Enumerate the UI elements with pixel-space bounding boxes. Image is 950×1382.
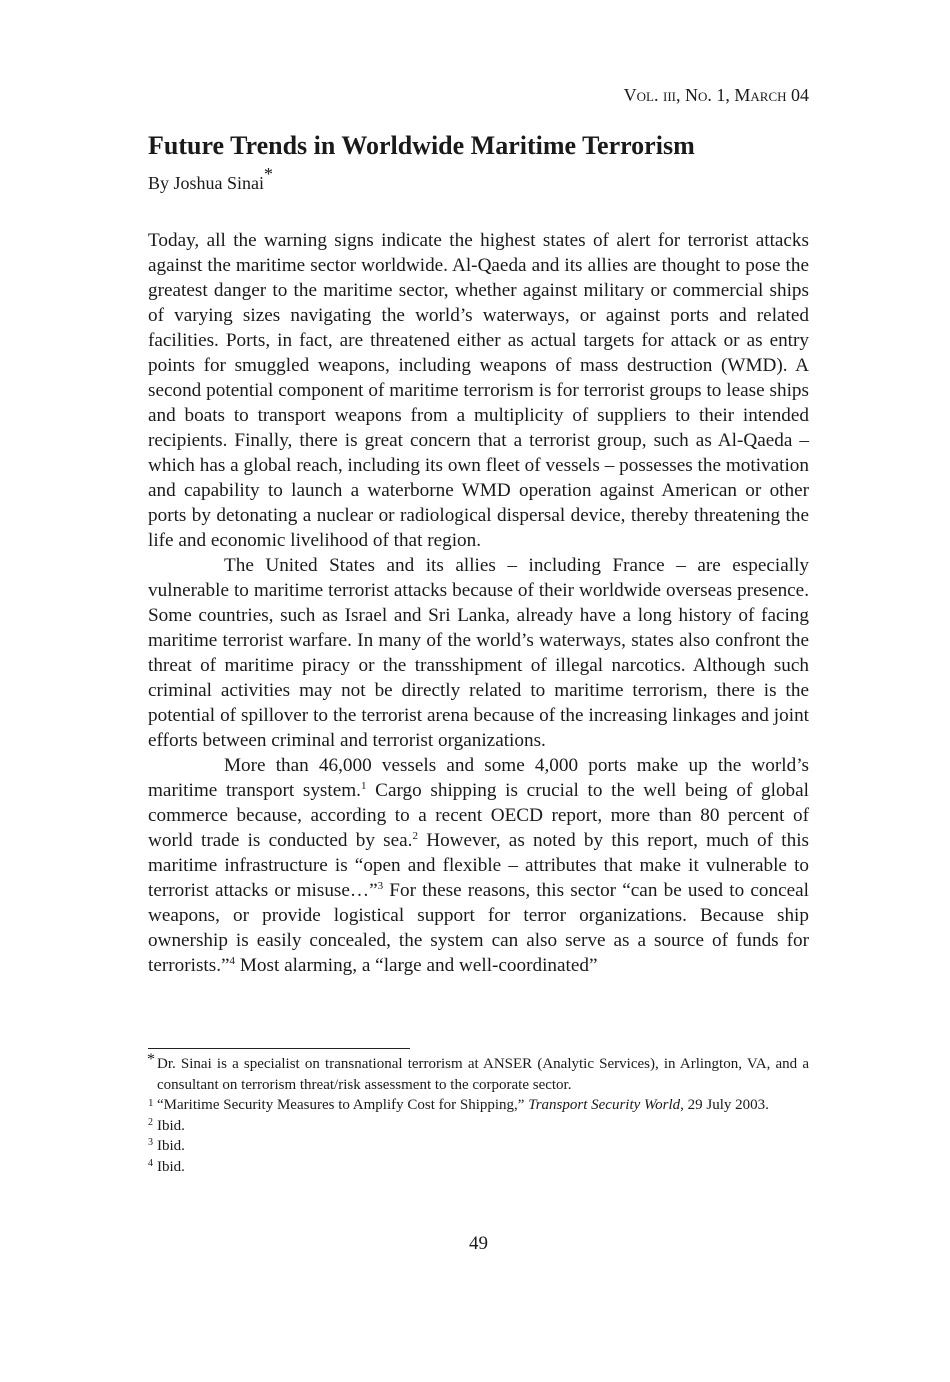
footnote-author-text: Dr. Sinai is a specialist on transnational terrorism at ANSER (Analytic Services), in Arlington, VA, and a consultant on terrorism threat/risk assessment to the corporate sector. bbox=[157, 1056, 809, 1093]
paragraph-3-text-c: However, as noted by this report, much of this maritime infrastructure is “open and flexible – attributes that make it vulnerable to terrorist attacks or misuse…” bbox=[148, 830, 809, 901]
footnote-1-mark: 1 bbox=[148, 1097, 154, 1109]
header-year: 04 bbox=[791, 85, 809, 105]
footnotes bbox=[147, 1051, 809, 1177]
footnote-ref-4: 4 bbox=[229, 955, 236, 967]
header-month: March bbox=[734, 85, 787, 105]
footnote-4 bbox=[148, 1157, 809, 1178]
page-number: 49 bbox=[469, 1233, 488, 1254]
footnote-3-text: Ibid. bbox=[157, 1138, 185, 1154]
author-footnote-mark: * bbox=[264, 164, 274, 184]
header-vol: Vol. bbox=[623, 85, 659, 105]
footnote-2 bbox=[148, 1116, 809, 1137]
paragraph-3 bbox=[148, 753, 809, 978]
footnote-author bbox=[147, 1051, 809, 1095]
footnote-4-mark: 4 bbox=[148, 1157, 153, 1169]
footnote-1-text-b: , 29 July 2003. bbox=[680, 1097, 769, 1113]
running-header: Vol. iii, No. 1, March 04 bbox=[623, 85, 809, 105]
article-body bbox=[148, 228, 809, 978]
footnote-1 bbox=[148, 1095, 809, 1116]
byline bbox=[148, 164, 809, 198]
paragraph-3-text-b: Cargo shipping is crucial to the well being of global commerce because, according to a recent OECD report, more than 80 percent of world trade is conducted by sea. bbox=[148, 780, 809, 851]
paragraph-3-text-a: More than 46,000 vessels and some 4,000 ports make up the world’s maritime transport system. bbox=[148, 755, 809, 801]
article-title: Future Trends in Worldwide Maritime Terrorism bbox=[148, 131, 695, 160]
footnote-ref-2: 2 bbox=[412, 830, 418, 842]
footnote-ref-3: 3 bbox=[377, 880, 384, 892]
header-no: No. bbox=[684, 85, 712, 105]
author-name: By Joshua Sinai bbox=[148, 173, 265, 193]
footnote-2-mark: 2 bbox=[148, 1116, 153, 1128]
footnote-ref-1: 1 bbox=[360, 780, 367, 792]
paragraph-3-text-d: For these reasons, this sector “can be used to conceal weapons, or provide logistical support for terror organizations. Because ship ownership is easily concealed, the system can also serve as a source of funds for terrorists.” bbox=[148, 880, 810, 976]
header-volume-number: iii bbox=[662, 85, 676, 105]
paragraph-1: Today, all the warning signs indicate the highest states of alert for terrorist attacks against the maritime sector worldwide. Al-Qaeda and its allies are thought to pose the greatest danger to the maritime sector, whether against military or commercial ships of varying sizes navigating the world’s waterways, or against ports and related facilities. Ports, in fact, are threatened either as actual targets for attack or as entry points for smuggled weapons, including weapons of mass destruction (WMD). A second potential component of maritime terrorism is for terrorist groups to lease ships and boats to transport weapons from a multiplicity of suppliers to their intended recipients. Finally, there is great concern that a terrorist group, such as Al-Qaeda – which has a global reach, including its own fleet of vessels – possesses the motivation and capability to launch a waterborne WMD operation against American or other ports by detonating a nuclear or radiological dispersal device, thereby threatening the life and economic livelihood of that region. bbox=[148, 230, 809, 551]
header-issue-number: 1, bbox=[716, 85, 730, 105]
footnote-1-publication: Transport Security World bbox=[528, 1097, 681, 1113]
paragraph-3-text-e: Most alarming, a “large and well-coordinated” bbox=[235, 955, 598, 976]
footnote-divider bbox=[148, 1048, 410, 1049]
paragraph-2: The United States and its allies – including France – are especially vulnerable to maritime terrorist attacks because of their worldwide overseas presence. Some countries, such as Israel and Sri Lanka, already have a long history of facing maritime terrorist warfare. In many of the world’s waterways, states also confront the threat of maritime piracy or the transshipment of illegal narcotics. Although such criminal activities may not be directly related to maritime terrorism, there is the potential of spillover to the terrorist arena because of the increasing linkages and joint efforts between criminal and terrorist organizations. bbox=[148, 555, 809, 751]
footnote-star-mark: * bbox=[147, 1051, 155, 1068]
footnote-3 bbox=[148, 1136, 809, 1157]
footnote-1-text-a: “Maritime Security Measures to Amplify Cost for Shipping,” bbox=[157, 1097, 529, 1113]
footnote-2-text: Ibid. bbox=[157, 1117, 185, 1134]
footnote-4-text: Ibid. bbox=[157, 1158, 185, 1175]
footnote-3-mark: 3 bbox=[148, 1137, 153, 1148]
